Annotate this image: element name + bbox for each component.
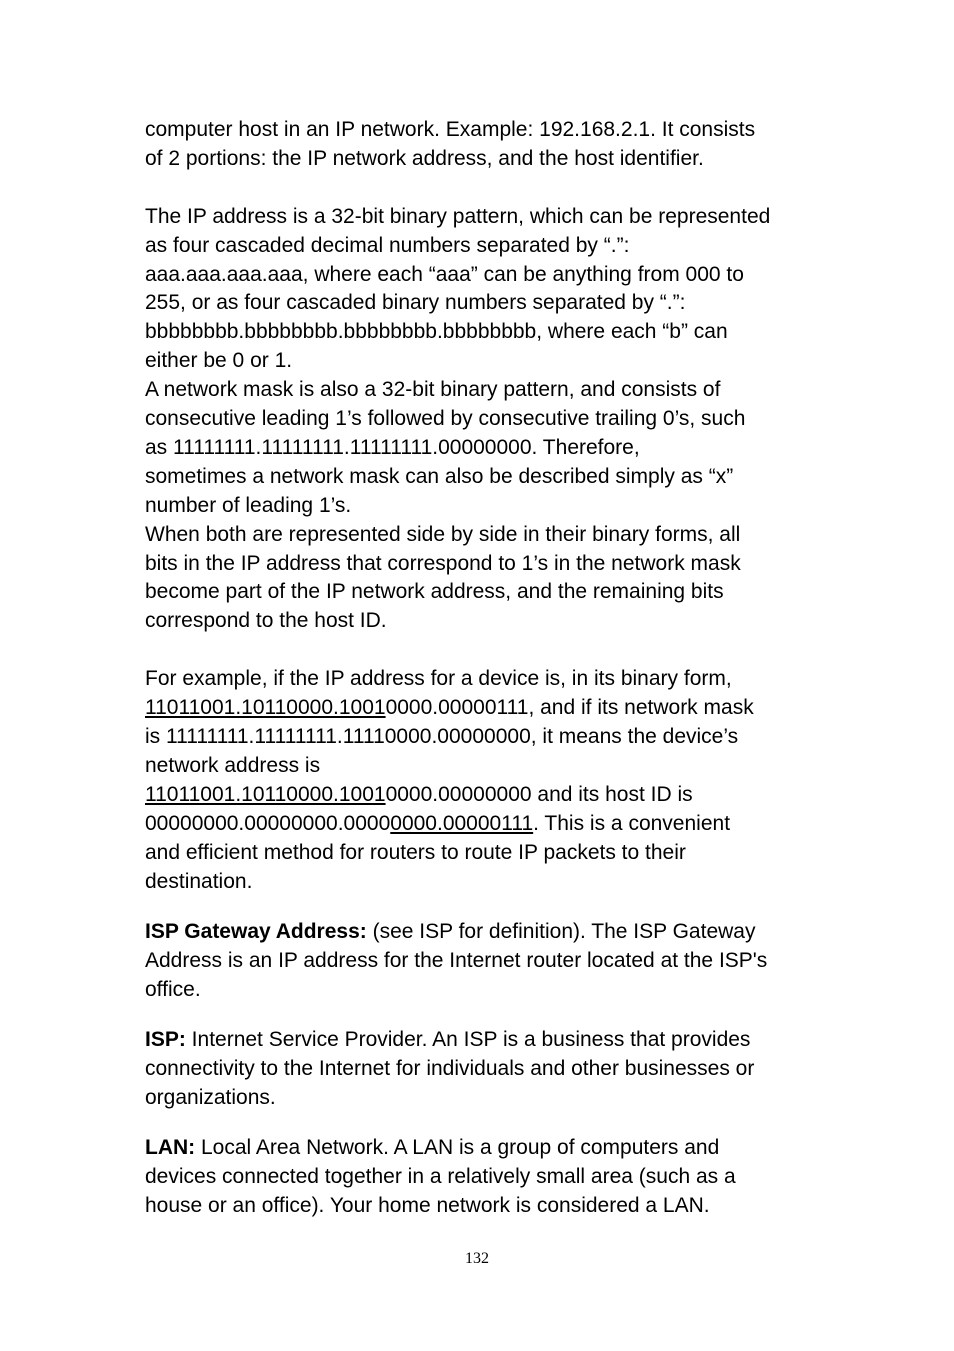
network-bits-underlined: 11011001.10110000.1001 [145, 782, 386, 806]
text-line [145, 1134, 825, 1163]
text-line: bits in the IP address that correspond to 1’s in the network mask [145, 551, 741, 575]
text-line [145, 810, 825, 839]
text-fragment: 00000000.00000000.0000 [145, 811, 391, 835]
text-fragment: Local Area Network. A LAN is a group of computers and [195, 1136, 720, 1160]
text-line: network address is [145, 753, 321, 777]
text-fragment: (see ISP for definition). The ISP Gateway [366, 919, 756, 943]
text-line: For example, if the IP address for a device is, in its binary form, [145, 667, 732, 691]
paragraph-spacer [145, 1005, 825, 1027]
text-line: devices connected together in a relatively small area (such as a [145, 1165, 736, 1189]
text-line: number of leading 1’s. [145, 493, 352, 517]
ip-address-continued-paragraph [145, 116, 825, 174]
text-line [145, 781, 825, 810]
text-line: computer host in an IP network. Example: 192.168.2.1. It consists [145, 118, 756, 141]
definition-term: ISP Gateway Address: [145, 919, 367, 943]
text-line: aaa.aaa.aaa.aaa, where each “aaa” can be anything from 000 to [145, 262, 744, 286]
text-line: Address is an IP address for the Internet router located at the ISP's [145, 948, 768, 972]
text-line: destination. [145, 869, 253, 893]
text-line: A network mask is also a 32-bit binary pattern, and consists of [145, 378, 721, 402]
definition-term: ISP: [145, 1028, 186, 1052]
network-bits-underlined: 11011001.10110000.1001 [145, 696, 386, 720]
host-bits-underlined: 0000.00000111 [390, 811, 534, 835]
text-fragment: 0000.00000111, and if its network mask [385, 696, 754, 720]
text-line: correspond to the host ID. [145, 609, 387, 633]
text-fragment: Internet Service Provider. An ISP is a business that provides [185, 1028, 751, 1052]
text-line: connectivity to the Internet for individuals and other businesses or [145, 1057, 755, 1081]
text-line: organizations. [145, 1085, 276, 1109]
text-line [145, 694, 825, 723]
text-line: and efficient method for routers to route IP packets to their [145, 840, 686, 864]
paragraph-spacer [145, 636, 825, 665]
side-by-side-paragraph [145, 521, 825, 637]
definition-term: LAN: [145, 1136, 196, 1160]
text-line: become part of the IP network address, and the remaining bits [145, 580, 724, 604]
text-line: bbbbbbbb.bbbbbbbb.bbbbbbbb.bbbbbbbb, where each “b” can [145, 320, 728, 344]
network-mask-paragraph [145, 376, 825, 521]
text-line: consecutive leading 1’s followed by consecutive trailing 0’s, such [145, 407, 746, 431]
example-paragraph [145, 665, 825, 896]
isp-definition [145, 1026, 825, 1113]
text-line [145, 1026, 825, 1055]
text-line: office. [145, 977, 201, 1001]
isp-gateway-definition [145, 918, 825, 1005]
page-number: 132 [465, 1250, 489, 1267]
text-line: as 11111111.11111111.11111111.00000000. Therefore, [145, 435, 640, 459]
text-line: is 11111111.11111111.11110000.00000000, it means the device’s [145, 725, 739, 748]
lan-definition [145, 1134, 825, 1221]
document-page [145, 116, 825, 1221]
binary-pattern-paragraph [145, 203, 825, 376]
text-line: house or an office). Your home network is considered a LAN. [145, 1194, 710, 1218]
text-fragment: . This is a convenient [533, 811, 731, 835]
paragraph-spacer [145, 896, 825, 918]
text-line: 255, or as four cascaded binary numbers separated by “.”: [145, 291, 686, 315]
paragraph-spacer [145, 1113, 825, 1135]
text-line: When both are represented side by side in their binary forms, all [145, 522, 741, 546]
text-line: of 2 portions: the IP network address, and the host identifier. [145, 146, 704, 170]
text-line: as four cascaded decimal numbers separated by “.”: [145, 233, 630, 257]
text-line: sometimes a network mask can also be described simply as “x” [145, 464, 734, 488]
paragraph-spacer [145, 174, 825, 203]
text-line [145, 918, 825, 947]
text-line: either be 0 or 1. [145, 349, 293, 373]
text-fragment: 0000.00000000 and its host ID is [385, 782, 693, 806]
text-line: The IP address is a 32-bit binary pattern, which can be represented [145, 204, 771, 228]
